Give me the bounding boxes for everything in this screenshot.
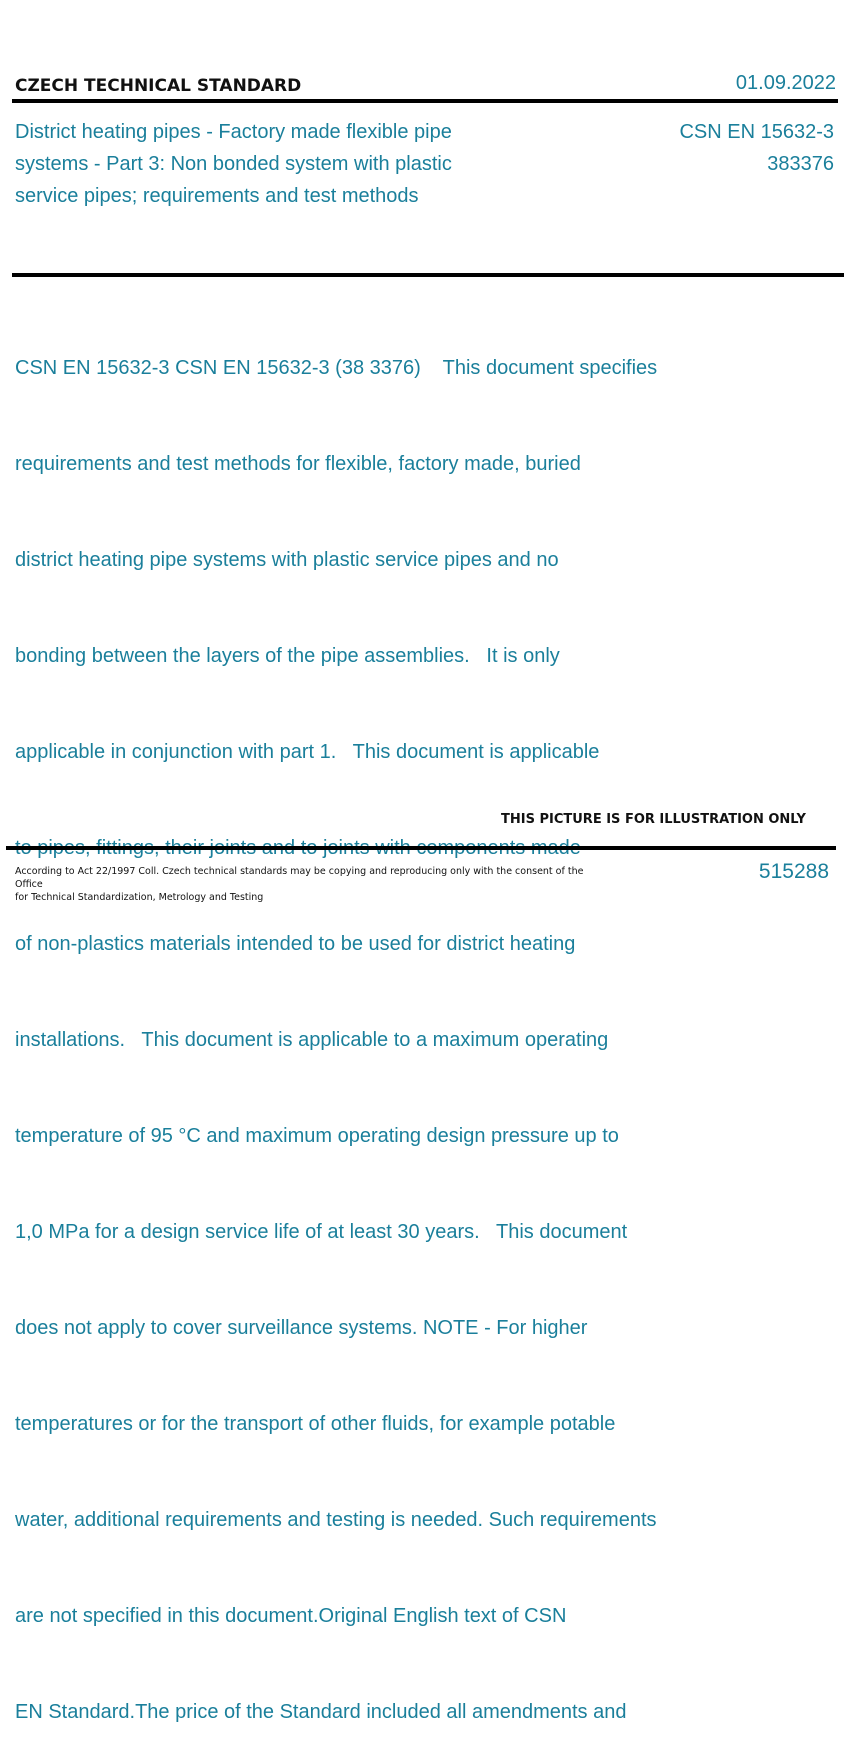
illustration-disclaimer: THIS PICTURE IS FOR ILLUSTRATION ONLY — [501, 812, 806, 827]
title-divider — [12, 273, 844, 277]
description-line: requirements and test methods for flexible, factory made, buried — [15, 453, 581, 475]
standard-code: CSN EN 15632-3 — [679, 121, 834, 143]
publication-date: 01.09.2022 — [735, 72, 836, 94]
standard-type-label: CZECH TECHNICAL STANDARD — [15, 76, 302, 96]
description-line: temperature of 95 °C and maximum operating design pressure up to — [15, 1125, 619, 1147]
description-line: installations. This document is applicable to a maximum operating — [15, 1029, 609, 1051]
legal-line: for Technical Standardization, Metrology and Testing — [15, 892, 264, 903]
standard-description — [15, 288, 715, 1760]
description-line: applicable in conjunction with part 1. This document is applicable — [15, 741, 600, 763]
title-line: District heating pipes - Factory made flexible pipe — [15, 121, 452, 143]
description-line: EN Standard.The price of the Standard included all amendments and — [15, 1701, 627, 1723]
footer-divider — [6, 846, 836, 850]
legal-notice — [15, 865, 585, 904]
description-line: does not apply to cover surveillance systems. NOTE - For higher — [15, 1317, 588, 1339]
classification-number: 383376 — [767, 153, 834, 175]
legal-line: According to Act 22/1997 Coll. Czech technical standards may be copying and reproducing only with the consent of the Office — [15, 866, 584, 890]
description-line: 1,0 MPa for a design service life of at least 30 years. This document — [15, 1221, 628, 1243]
description-line: temperatures or for the transport of other fluids, for example potable — [15, 1413, 616, 1435]
title-line: service pipes; requirements and test methods — [15, 185, 419, 207]
description-line: district heating pipe systems with plastic service pipes and no — [15, 549, 559, 571]
catalog-number: 515288 — [758, 860, 829, 883]
description-line: bonding between the layers of the pipe assemblies. It is only — [15, 645, 560, 667]
header-divider — [12, 99, 838, 103]
title-line: systems - Part 3: Non bonded system with plastic — [15, 153, 452, 175]
description-line: water, additional requirements and testing is needed. Such requirements — [15, 1509, 657, 1531]
description-line: CSN EN 15632-3 CSN EN 15632-3 (38 3376) This document specifies — [15, 357, 658, 379]
description-line: of non-plastics materials intended to be used for district heating — [15, 933, 576, 955]
description-line: are not specified in this document.Original English text of CSN — [15, 1605, 567, 1627]
standard-title — [15, 116, 535, 212]
standard-identifiers — [679, 116, 834, 180]
